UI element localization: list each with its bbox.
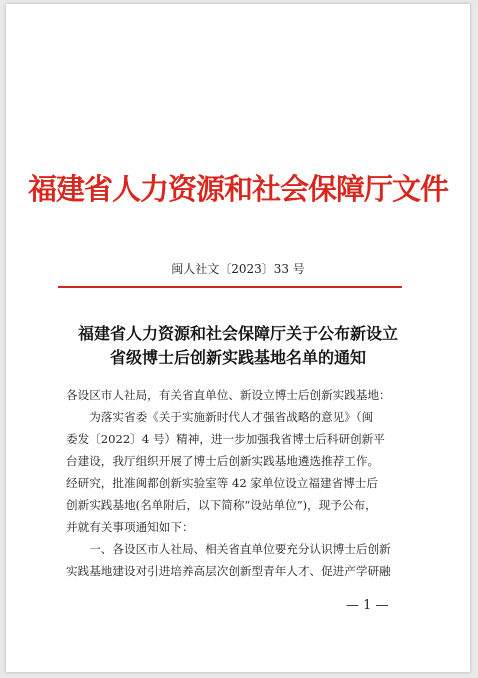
title-line-2: 省级博士后创新实践基地名单的通知 xyxy=(109,348,366,367)
red-divider-line xyxy=(58,286,402,288)
masthead-title: 福建省人力资源和社会保障厅文件 xyxy=(27,172,448,206)
document-number: 闽人社文〔2023〕33 号 xyxy=(171,262,305,276)
salutation: 各设区市人社局，有关省直单位、新设立博士后创新实践基地： xyxy=(66,388,391,402)
paragraph-line: 经研究，批准闽都创新实验室等 42 家单位设立福建省博士后 xyxy=(66,476,378,490)
paragraph-line: 为落实省委《关于实施新时代人才强省战略的意见》（闽 xyxy=(89,410,374,424)
notice-title xyxy=(6,322,470,370)
document-page xyxy=(6,4,470,672)
page-number: — 1 — xyxy=(346,598,389,613)
paragraph-line: 一、各设区市人社局、相关省直单位要充分认识博士后创新 xyxy=(89,542,391,556)
paragraph-line: 实践基地建设对引进培养高层次创新型青年人才、促进产学研融 xyxy=(66,564,391,578)
paragraph-line: 创新实践基地(名单附后，以下简称“设站单位”)，现予公布， xyxy=(66,498,377,512)
paragraph-2 xyxy=(66,538,412,582)
paragraph-line: 委发〔2022〕4 号）精神，进一步加强我省博士后科研创新平 xyxy=(66,432,385,446)
body-text xyxy=(66,384,412,582)
title-line-1: 福建省人力资源和社会保障厅关于公布新设立 xyxy=(77,324,398,343)
paragraph-1 xyxy=(66,406,412,538)
paragraph-line: 台建设，我厅组织开展了博士后创新实践基地遴选推荐工作。 xyxy=(66,454,380,468)
paragraph-line: 并就有关事项通知如下： xyxy=(66,520,194,534)
